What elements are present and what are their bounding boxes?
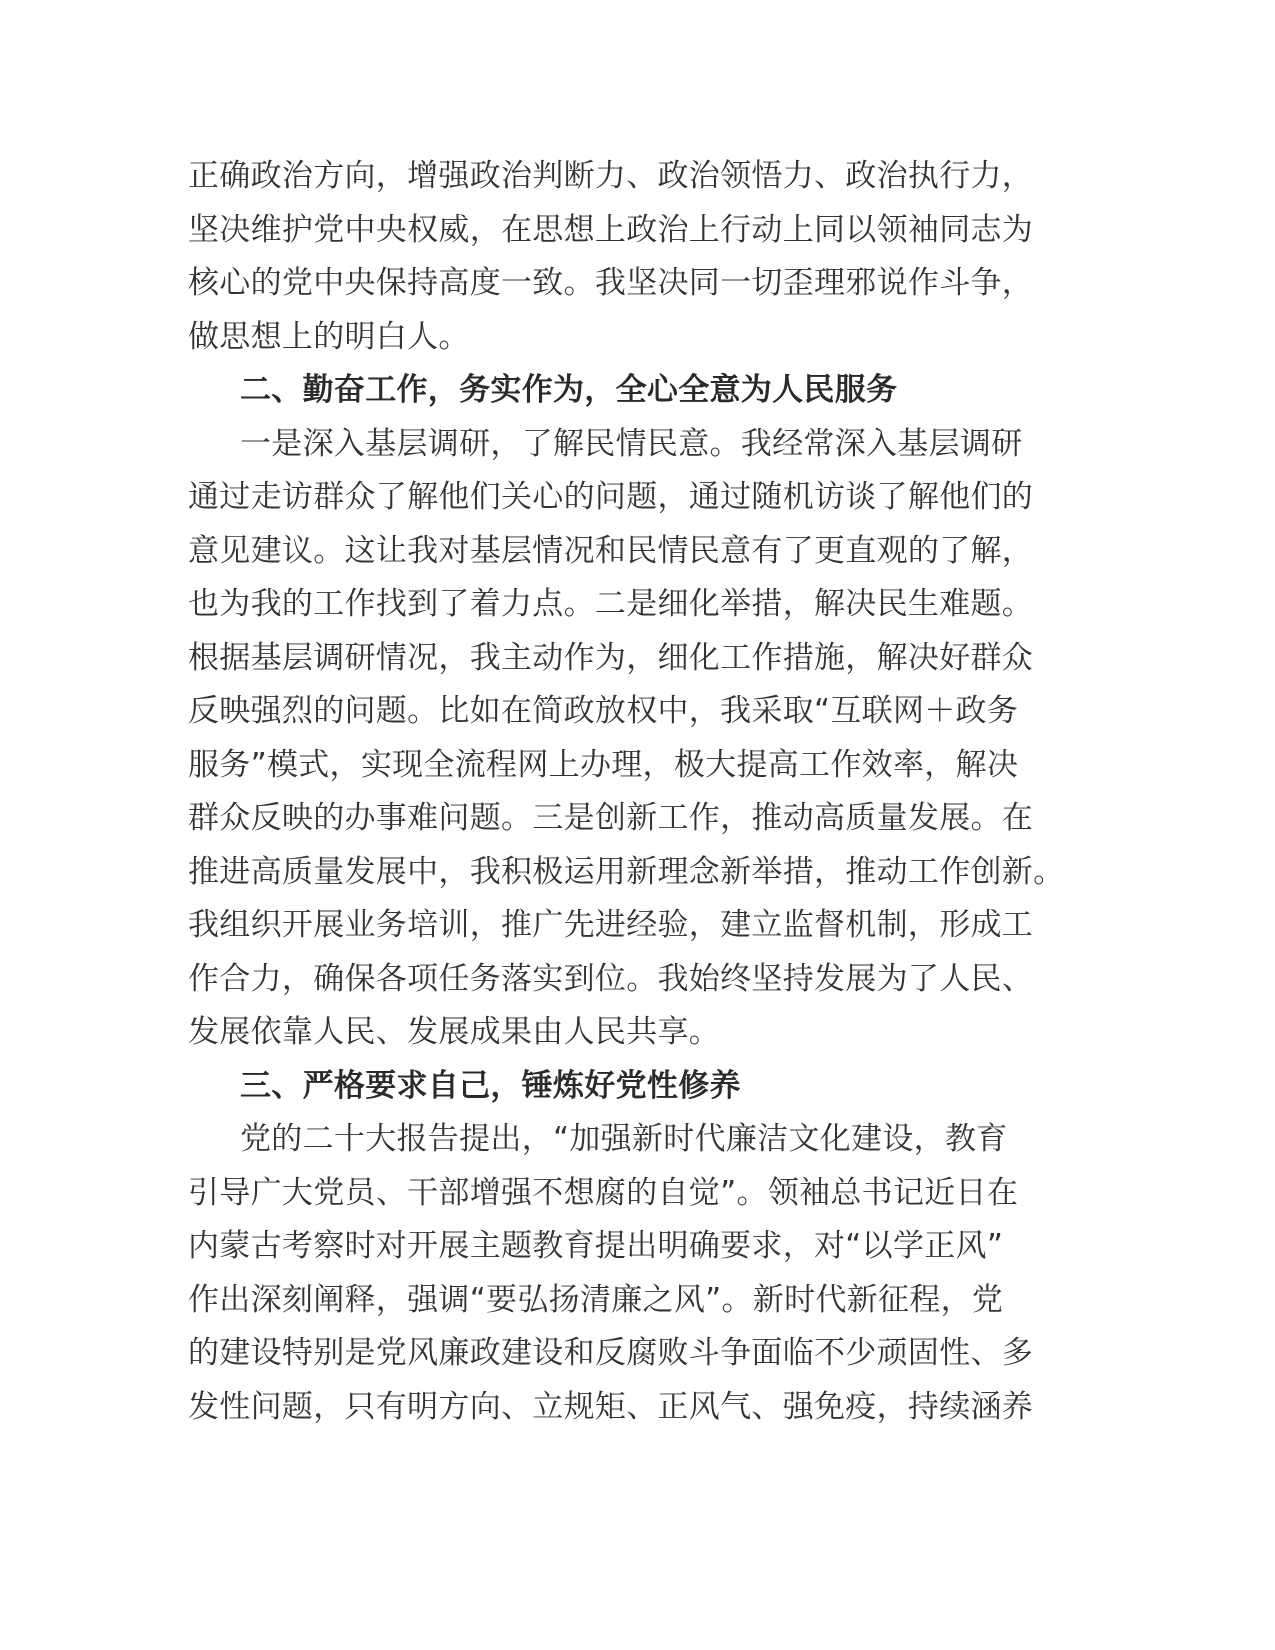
body-line: 发性问题，只有明方向、立规矩、正风气、强免疫，持续涵养 <box>188 1388 1034 1425</box>
document-body <box>188 150 1108 1434</box>
body-line: 作出深刻阐释，强调“要弘扬清廉之风”。新时代新征程，党 <box>188 1281 1004 1318</box>
section-heading: 三、严格要求自己，锤炼好党性修养 <box>240 1067 741 1104</box>
body-line: 作合力，确保各项任务落实到位。我始终坚持发展为了人民、 <box>188 960 1034 997</box>
paragraph-first-line: 一是深入基层调研，了解民情民意。我经常深入基层调研 <box>240 425 1023 462</box>
body-line: 做思想上的明白人。 <box>188 318 470 355</box>
body-line: 也为我的工作找到了着力点。二是细化举措，解决民生难题。 <box>188 586 1034 622</box>
body-line: 通过走访群众了解他们关心的问题，通过随机访谈了解他们的 <box>188 479 1034 515</box>
body-line: 群众反映的办事难问题。三是创新工作，推动高质量发展。在 <box>188 800 1034 836</box>
body-line: 推进高质量发展中，我积极运用新理念新举措，推动工作创新。 <box>188 853 1065 890</box>
paragraph-first-line: 党的二十大报告提出，“加强新时代廉洁文化建设，教育 <box>240 1121 1008 1157</box>
body-line: 发展依靠人民、发展成果由人民共享。 <box>188 1014 721 1050</box>
body-line: 内蒙古考察时对开展主题教育提出明确要求，对“以学正风” <box>188 1228 1004 1264</box>
body-line: 引导广大党员、干部增强不想腐的自觉”。领袖总书记近日在 <box>188 1174 1019 1211</box>
section-heading: 二、勤奋工作，务实作为，全心全意为人民服务 <box>240 372 898 408</box>
body-line: 我组织开展业务培训，推广先进经验，建立监督机制，形成工 <box>188 907 1034 943</box>
body-line: 意见建议。这让我对基层情况和民情民意有了更直观的了解， <box>188 532 1034 569</box>
body-line: 反映强烈的问题。比如在简政放权中，我采取“互联网＋政务 <box>188 693 1019 729</box>
body-line: 核心的党中央保持高度一致。我坚决同一切歪理邪说作斗争， <box>188 265 1034 301</box>
body-line: 的建设特别是党风廉政建设和反腐败斗争面临不少顽固性、多 <box>188 1335 1034 1371</box>
body-line: 服务”模式，实现全流程网上办理，极大提高工作效率，解决 <box>188 746 1019 783</box>
body-line: 坚决维护党中央权威，在思想上政治上行动上同以领袖同志为 <box>188 211 1034 248</box>
body-line: 正确政治方向，增强政治判断力、政治领悟力、政治执行力， <box>188 158 1034 194</box>
body-line: 根据基层调研情况，我主动作为，细化工作措施，解决好群众 <box>188 639 1034 676</box>
